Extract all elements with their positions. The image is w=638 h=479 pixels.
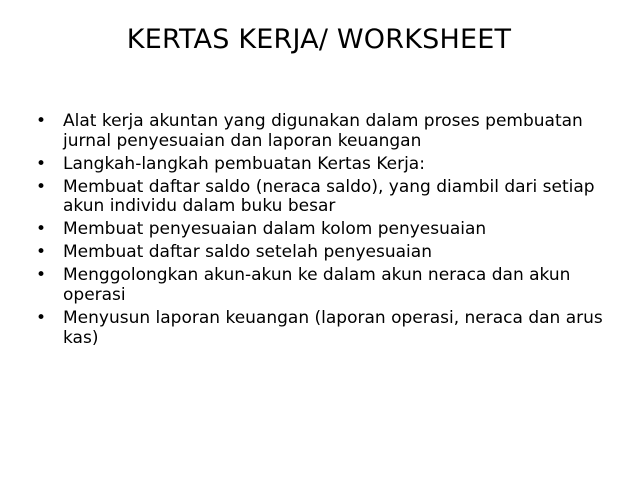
- bullet-icon: •: [36, 153, 47, 174]
- list-item: [36, 112, 608, 151]
- list-item-text: Membuat daftar saldo setelah penyesuaian: [63, 242, 432, 263]
- bullet-icon: •: [36, 308, 47, 329]
- list-item-text: Menyusun laporan keuangan (laporan operasi, neraca dan arus kas): [63, 308, 603, 348]
- list-item: [36, 309, 608, 348]
- list-item: [36, 220, 608, 240]
- bullet-icon: •: [36, 176, 47, 197]
- list-item-text: Menggolongkan akun-akun ke dalam akun neraca dan akun operasi: [63, 265, 571, 305]
- bullet-icon: •: [36, 111, 47, 131]
- list-item: [36, 178, 608, 217]
- slide-title: KERTAS KERJA/ WORKSHEET: [126, 24, 512, 55]
- bullet-icon: •: [36, 219, 47, 240]
- bullet-list: [36, 112, 608, 352]
- list-item-text: Membuat daftar saldo (neraca saldo), yang diambil dari setiap akun individu dalam buku besar: [63, 176, 595, 217]
- list-item-text: Langkah-langkah pembuatan Kertas Kerja:: [63, 153, 425, 174]
- list-item: [36, 243, 608, 263]
- list-item-text: Membuat penyesuaian dalam kolom penyesuaian: [63, 219, 487, 240]
- list-item: [36, 266, 608, 305]
- bullet-icon: •: [36, 242, 47, 263]
- list-item-text: Alat kerja akuntan yang digunakan dalam proses pembuatan jurnal penyesuaian dan laporan keuangan: [63, 111, 583, 151]
- bullet-icon: •: [36, 265, 47, 286]
- list-item: [36, 155, 608, 175]
